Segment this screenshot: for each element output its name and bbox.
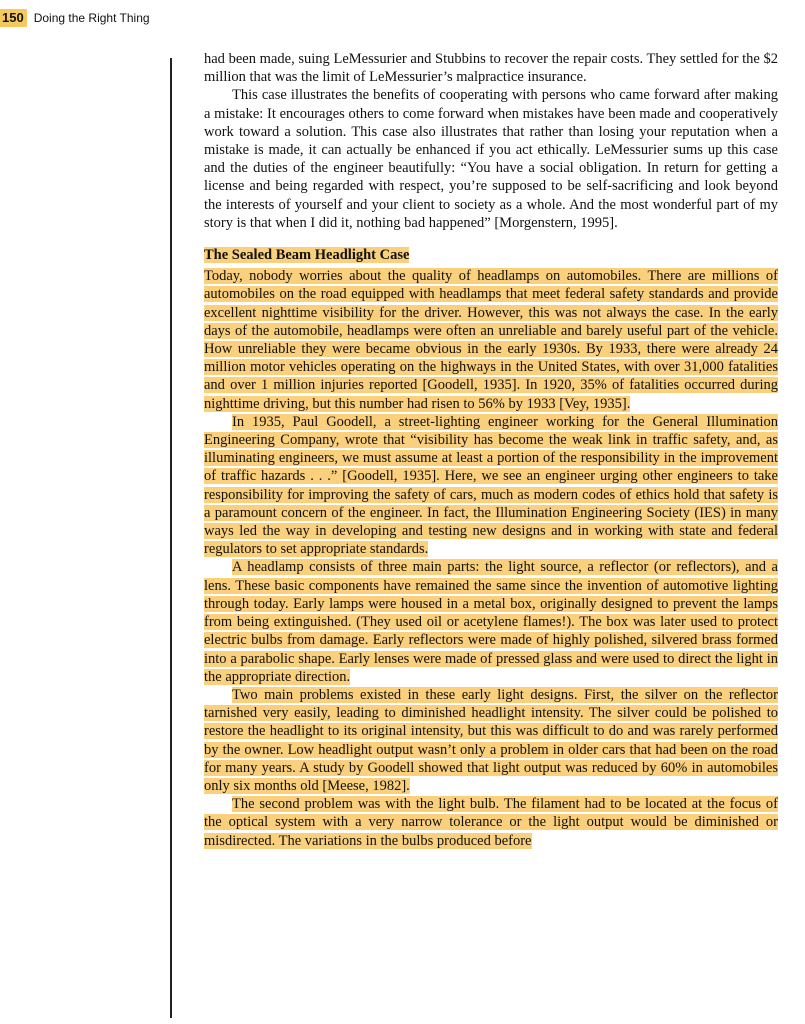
section-heading bbox=[204, 246, 778, 267]
highlighted-text: Two main problems existed in these early light designs. First, the silver on the reflector tarnished very easily, leading to diminished headlight intensity. The silver could be polished to restore the headlight to its original intensity, but this was difficult to do and was rarely performed by the owner. Low headlight output wasn’t only a problem in older cars that had been on the road for many years. A study by Goodell showed that light output was reduced by 60% in automobiles only six months old [Meese, 1982]. bbox=[204, 686, 778, 794]
highlighted-text: Today, nobody worries about the quality of headlamps on automobiles. There are millions of automobiles on the road equipped with headlamps that meet federal safety standards and provide excellent nighttime visibility for the driver. However, this was not always the case. In the early days of the automobile, headlamps were often an unreliable and barely useful part of the vehicle. How unreliable they were became obvious in the early 1930s. By 1933, there were already 24 million motor vehicles operating on the highways in the United States, with over 31,000 fatalities and over 1 million injuries reported [Goodell, 1935]. In 1920, 35% of fatalities occurred during nighttime driving, but this number had risen to 56% by 1933 [Vey, 1935]. bbox=[204, 268, 778, 412]
highlighted-text: The second problem was with the light bulb. The filament had to be located at the focus of the optical system with a very narrow tolerance or the light output would be diminished or misdirected. The variations in the bulbs produced before bbox=[204, 796, 778, 849]
highlighted-text: In 1935, Paul Goodell, a street-lighting engineer working for the General Illumination Engineering Company, wrote that “visibility has become the weak link in traffic safety, and, as illuminating engineers, we must assume at least a portion of the responsibility in the improvement of traffic hazards . . .” [Goodell, 1935]. Here, we see an engineer urging other engineers to take responsibility for improving the safety of cars, much as modern codes of ethics hold that safety is a paramount concern of the engineer. In fact, the Illumination Engineering Society (IES) in many ways led the way in developing and testing new designs and in working with state and federal regulators to set appropriate standards. bbox=[204, 413, 778, 558]
chapter-title: Doing the Right Thing bbox=[33, 11, 150, 25]
paragraph bbox=[204, 795, 778, 850]
paragraph bbox=[204, 86, 778, 232]
section-title: The Sealed Beam Headlight Case bbox=[204, 247, 410, 264]
paragraph-text: had been made, suing LeMessurier and Stubbins to recover the repair costs. They settled for the $2 million that was the limit of LeMessurier’s malpractice insurance. bbox=[204, 51, 778, 86]
running-head bbox=[0, 9, 150, 27]
paragraph bbox=[204, 50, 778, 86]
page-body bbox=[204, 50, 778, 850]
paragraph bbox=[204, 686, 778, 795]
highlighted-text: A headlamp consists of three main parts: the light source, a reflector (or reflectors), and a lens. These basic components have remained the same since the invention of automotive lighting through today. Early lamps were housed in a metal box, originally designed to prevent the lamps from being extinguished. (They used oil or acetylene flames!). The box was later used to protect electric bulbs from damage. Early reflectors were made of highly polished, silvered brass formed into a parabolic shape. Early lenses were made of pressed glass and were used to direct the light in the appropriate direction. bbox=[204, 559, 778, 685]
margin-rule bbox=[170, 58, 172, 1018]
paragraph bbox=[204, 558, 778, 685]
paragraph bbox=[204, 267, 778, 413]
paragraph bbox=[204, 413, 778, 559]
page-number: 150 bbox=[0, 9, 27, 27]
paragraph-text: This case illustrates the benefits of cooperating with persons who came forward after making a mistake: It encourages others to come forward when mistakes have been made and cooperatively work toward a solution. This case also illustrates that rather than losing your reputation when a mistake is made, it can actually be enhanced if you act ethically. LeMessurier sums up this case and the duties of the engineer beautifully: “You have a social obligation. In return for getting a license and being regarded with respect, you’re supposed to be self-sacrificing and look beyond the interests of yourself and your client to society as a whole. And the most wonderful part of my story is that when I did it, nothing bad happened” [Morgenstern, 1995]. bbox=[204, 87, 778, 231]
